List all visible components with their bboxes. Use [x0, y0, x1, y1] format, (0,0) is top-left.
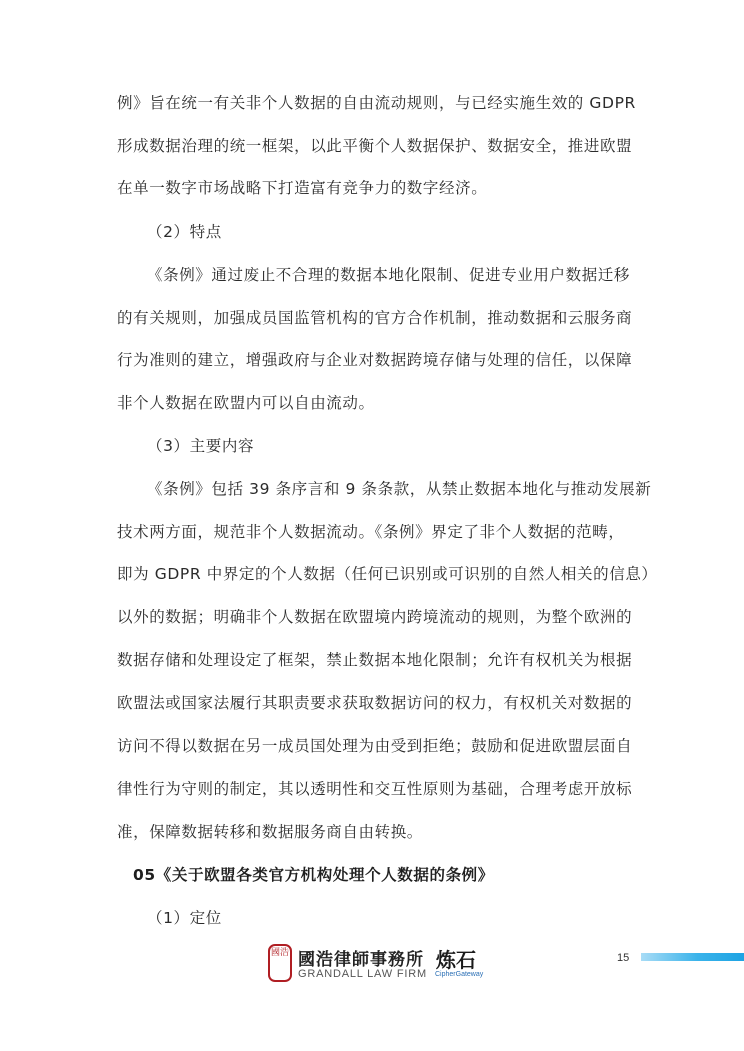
paragraph-line: 即为 GDPR 中界定的个人数据（任何已识别或可识别的自然人相关的信息） — [117, 565, 658, 583]
subheading-main-content: （3）主要内容 — [147, 437, 255, 455]
paragraph-line: 非个人数据在欧盟内可以自由流动。 — [117, 394, 375, 412]
page-number: 15 — [617, 952, 630, 964]
paragraph-line: 在单一数字市场战略下打造富有竞争力的数字经济。 — [117, 179, 488, 197]
paragraph-line: 律性行为守则的制定，其以透明性和交互性原则为基础，合理考虑开放标 — [117, 780, 633, 798]
paragraph-line: 访问不得以数据在另一成员国处理为由受到拒绝；鼓励和促进欧盟层面自 — [117, 737, 633, 755]
partner-logo-cn: 炼石 — [436, 948, 476, 972]
paragraph-line: 的有关规则，加强成员国监管机构的官方合作机制，推动数据和云服务商 — [117, 309, 633, 327]
partner-logo-en: CipherGateway — [435, 971, 484, 978]
page-accent-bar — [641, 953, 744, 961]
grandall-seal-icon: 國浩 — [268, 944, 292, 982]
firm-name-en: GRANDALL LAW FIRM — [298, 968, 427, 980]
paragraph-line: 数据存储和处理设定了框架，禁止数据本地化限制；允许有权机关为根据 — [117, 651, 633, 669]
firm-name-cn: 國浩律師事務所 — [298, 950, 424, 970]
footer-logos — [268, 944, 508, 988]
paragraph-line: 准，保障数据转移和数据服务商自由转换。 — [117, 823, 423, 841]
paragraph-line: 《条例》通过废止不合理的数据本地化限制、促进专业用户数据迁移 — [147, 266, 631, 284]
paragraph-line: 《条例》包括 39 条序言和 9 条条款，从禁止数据本地化与推动发展新 — [147, 480, 652, 498]
paragraph-line: 行为准则的建立，增强政府与企业对数据跨境存储与处理的信任，以保障 — [117, 351, 633, 369]
paragraph-line: 例》旨在统一有关非个人数据的自由流动规则，与已经实施生效的 GDPR — [117, 94, 636, 112]
subheading-positioning: （1）定位 — [147, 909, 222, 927]
paragraph-line: 以外的数据；明确非个人数据在欧盟境内跨境流动的规则，为整个欧洲的 — [117, 608, 633, 626]
subheading-features: （2）特点 — [147, 223, 222, 241]
paragraph-line: 技术两方面，规范非个人数据流动。《条例》界定了非个人数据的范畴， — [117, 523, 625, 541]
paragraph-line: 形成数据治理的统一框架，以此平衡个人数据保护、数据安全，推进欧盟 — [117, 137, 633, 155]
section-heading: 05《关于欧盟各类官方机构处理个人数据的条例》 — [133, 866, 494, 884]
paragraph-line: 欧盟法或国家法履行其职责要求获取数据访问的权力，有权机关对数据的 — [117, 694, 633, 712]
